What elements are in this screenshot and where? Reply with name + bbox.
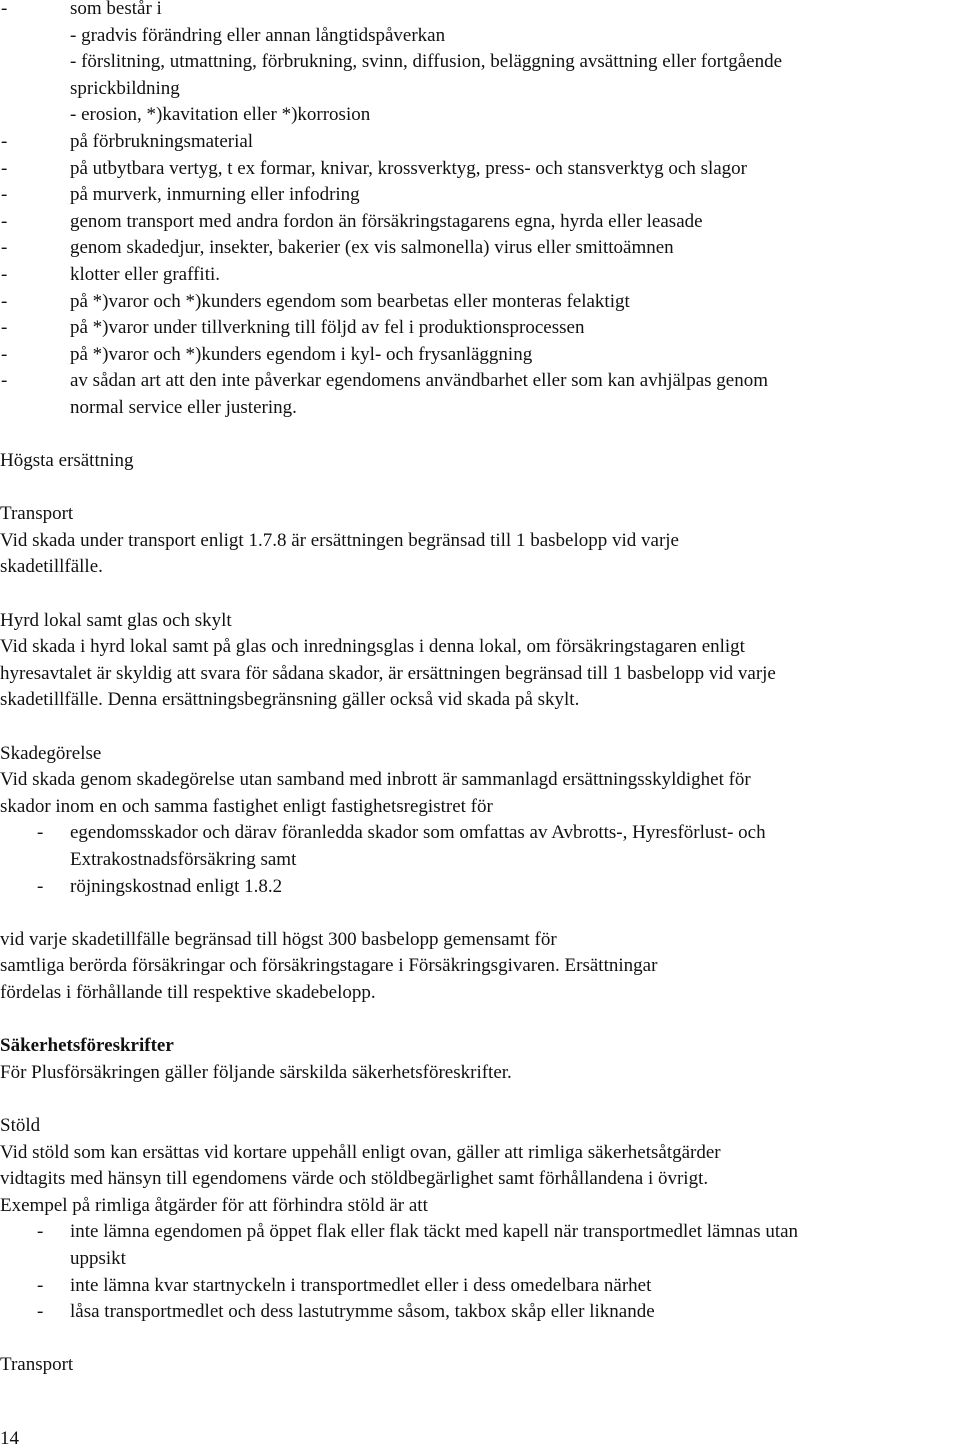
- intro-sub-item: - förslitning, utmattning, förbrukning, svinn, diffusion, beläggning avsättning eller fortgående: [70, 51, 783, 73]
- list-item: - på *)varor och *)kunders egendom som bearbetas eller monteras felaktigt: [1, 290, 630, 312]
- paragraph-line: Exempel på rimliga åtgärder för att förhindra stöld är att: [0, 1194, 428, 1216]
- list-item: - genom transport med andra fordon än försäkringstagarens egna, hyrda eller leasade: [1, 210, 703, 232]
- paragraph-line: Vid skada under transport enligt 1.7.8 är ersättningen begränsad till 1 basbelopp vid varje: [0, 529, 679, 551]
- paragraph-line: Vid skada genom skadegörelse utan samband med inbrott är sammanlagd ersättningsskyldighet för: [0, 769, 751, 791]
- list-item: - röjningskostnad enligt 1.8.2: [37, 875, 283, 897]
- list-item: - på *)varor och *)kunders egendom i kyl- och frysanläggning: [1, 343, 533, 365]
- list-item: - inte lämna egendomen på öppet flak eller flak täckt med kapell när transportmedlet lämnas utan: [37, 1221, 799, 1243]
- paragraph-line: vidtagits med hänsyn till egendomens värde och stöldbegärlighet samt förhållandena i övrigt.: [0, 1168, 709, 1190]
- paragraph-line: vid varje skadetillfälle begränsad till högst 300 basbelopp gemensamt för: [0, 928, 557, 950]
- paragraph-line: hyresavtalet är skyldig att svara för sådana skador, är ersättningen begränsad till 1 basbelopp vid varje: [0, 662, 776, 684]
- intro-sub-item: sprickbildning: [70, 77, 180, 99]
- section-heading-hyrd: Hyrd lokal samt glas och skylt: [0, 609, 232, 631]
- intro-lead: som består i: [70, 0, 162, 19]
- list-item: - på murverk, inmurning eller infodring: [1, 184, 360, 206]
- paragraph-line: För Plusförsäkringen gäller följande särskilda säkerhetsföreskrifter.: [0, 1061, 512, 1083]
- page-number: 14: [0, 1428, 19, 1449]
- list-item: - genom skadedjur, insekter, bakerier (ex vis salmonella) virus eller smittoämnen: [1, 237, 674, 259]
- paragraph-line: Vid skada i hyrd lokal samt på glas och inredningsglas i denna lokal, om försäkringstagaren enligt: [0, 636, 745, 658]
- intro-sub-item: - gradvis förändring eller annan långtidspåverkan: [70, 24, 446, 46]
- list-item: - låsa transportmedlet och dess lastutrymme såsom, takbox skåp eller liknande: [37, 1301, 655, 1323]
- list-item: - av sådan art att den inte påverkar egendomens användbarhet eller som kan avhjälpas genom: [1, 370, 768, 392]
- list-item: - på förbrukningsmaterial: [1, 130, 254, 152]
- list-item-continuation: uppsikt: [70, 1247, 126, 1269]
- section-heading-stold: Stöld: [0, 1114, 41, 1136]
- paragraph-line: fördelas i förhållande till respektive skadebelopp.: [0, 981, 376, 1003]
- intro-sub-item: - erosion, *)kavitation eller *)korrosion: [70, 104, 371, 126]
- section-heading-hogsta: Högsta ersättning: [0, 450, 134, 472]
- bullet-dash: -: [1, 0, 8, 19]
- paragraph-line: skadetillfälle.: [0, 556, 103, 578]
- paragraph-line: skadetillfälle. Denna ersättningsbegränsning gäller också vid skada på skylt.: [0, 689, 580, 711]
- list-item-continuation: normal service eller justering.: [70, 396, 297, 418]
- intro-line: [0, 0, 960, 23]
- paragraph-line: samtliga berörda försäkringar och försäkringstagare i Försäkringsgivaren. Ersättningar: [0, 955, 658, 977]
- list-item: - klotter eller graffiti.: [1, 263, 221, 285]
- list-item-continuation: Extrakostnadsförsäkring samt: [70, 849, 297, 870]
- paragraph-line: skador inom en och samma fastighet enligt fastighetsregistret för: [0, 795, 493, 817]
- list-item: - egendomsskador och därav föranledda skador som omfattas av Avbrotts-, Hyresförlust- och: [37, 822, 766, 844]
- list-item: - på utbytbara vertyg, t ex formar, knivar, krossverktyg, press- och stansverktyg och slagor: [1, 157, 748, 179]
- paragraph-line: Vid stöld som kan ersättas vid kortare uppehåll enligt ovan, gäller att rimliga säkerhetsåtgärder: [0, 1141, 721, 1163]
- section-heading-transport: Transport: [0, 503, 74, 525]
- section-heading-sakerhet: Säkerhetsföreskrifter: [0, 1035, 174, 1057]
- list-item: - inte lämna kvar startnyckeln i transportmedlet eller i dess omedelbara närhet: [37, 1274, 652, 1296]
- section-heading-skadegorelse: Skadegörelse: [0, 742, 102, 764]
- list-item: - på *)varor under tillverkning till följd av fel i produktionsprocessen: [1, 317, 585, 339]
- section-heading-transport: Transport: [0, 1354, 74, 1376]
